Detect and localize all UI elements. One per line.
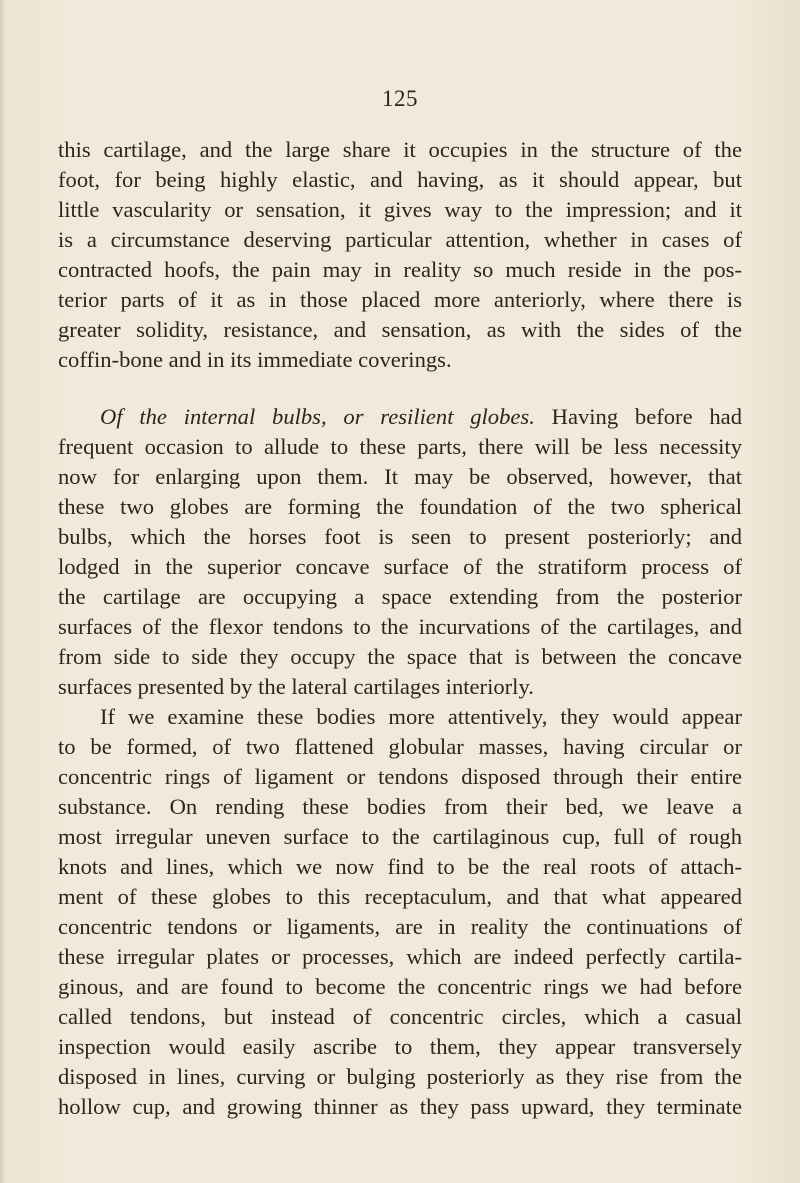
text-line: coffin-bone and in its immediate coverings. bbox=[58, 347, 452, 372]
text-line: now for enlarging upon them. It may be observed, however, that bbox=[58, 464, 742, 489]
text-line: surfaces presented by the lateral cartilages interiorly. bbox=[58, 674, 534, 699]
section-heading-line bbox=[100, 402, 742, 432]
text-line: greater solidity, resistance, and sensation, as with the sides of the bbox=[58, 317, 742, 342]
text-line: ginous, and are found to become the concentric rings we had before bbox=[58, 974, 742, 999]
text-line: bulbs, which the horses foot is seen to present posteriorly; and bbox=[58, 524, 742, 549]
text-line: inspection would easily ascribe to them, they appear transversely bbox=[58, 1034, 742, 1059]
text-line: disposed in lines, curving or bulging posteriorly as they rise from the bbox=[58, 1064, 742, 1089]
section-heading-or: or bbox=[343, 404, 364, 429]
page-number: 125 bbox=[382, 86, 418, 111]
page-edge-shadow bbox=[0, 0, 6, 1183]
text-line: these irregular plates or processes, which are indeed perfectly cartila- bbox=[58, 944, 742, 969]
text-line-rest: Having before had bbox=[551, 404, 742, 429]
text-line: knots and lines, which we now find to be the real roots of attach- bbox=[58, 854, 742, 879]
text-line: terior parts of it as in those placed more anteriorly, where there is bbox=[58, 287, 742, 312]
text-line: concentric rings of ligament or tendons disposed through their entire bbox=[58, 764, 742, 789]
text-line: the cartilage are occupying a space extending from the posterior bbox=[58, 584, 742, 609]
text-line: concentric tendons or ligaments, are in reality the continuations of bbox=[58, 914, 742, 939]
text-line: surfaces of the flexor tendons to the incurvations of the cartilages, and bbox=[58, 614, 742, 639]
text-line: little vascularity or sensation, it gives way to the impression; and it bbox=[58, 197, 742, 222]
section-heading-part: Of the internal bulbs, bbox=[100, 404, 327, 429]
text-line: contracted hoofs, the pain may in reality so much reside in the pos- bbox=[58, 257, 742, 282]
text-line: hollow cup, and growing thinner as they pass upward, they terminate bbox=[58, 1094, 742, 1119]
text-line: is a circumstance deserving particular attention, whether in cases of bbox=[58, 227, 742, 252]
text-line: these two globes are forming the foundation of the two spherical bbox=[58, 494, 742, 519]
text-line: frequent occasion to allude to these parts, there will be less necessity bbox=[58, 434, 742, 459]
text-line: substance. On rending these bodies from their bed, we leave a bbox=[58, 794, 742, 819]
text-line: to be formed, of two flattened globular masses, having circular or bbox=[58, 734, 742, 759]
text-line: lodged in the superior concave surface of the stratiform process of bbox=[58, 554, 742, 579]
text-line: most irregular uneven surface to the cartilaginous cup, full of rough bbox=[58, 824, 742, 849]
text-line: from side to side they occupy the space that is between the concave bbox=[58, 644, 742, 669]
section-heading-part: resilient globes. bbox=[380, 404, 535, 429]
text-line: ment of these globes to this receptaculum, and that what appeared bbox=[58, 884, 742, 909]
text-line: called tendons, but instead of concentric circles, which a casual bbox=[58, 1004, 742, 1029]
text-line: this cartilage, and the large share it occupies in the structure of the bbox=[58, 137, 742, 162]
text-line: foot, for being highly elastic, and having, as it should appear, but bbox=[58, 167, 742, 192]
text-line: If we examine these bodies more attentively, they would appear bbox=[100, 704, 742, 729]
